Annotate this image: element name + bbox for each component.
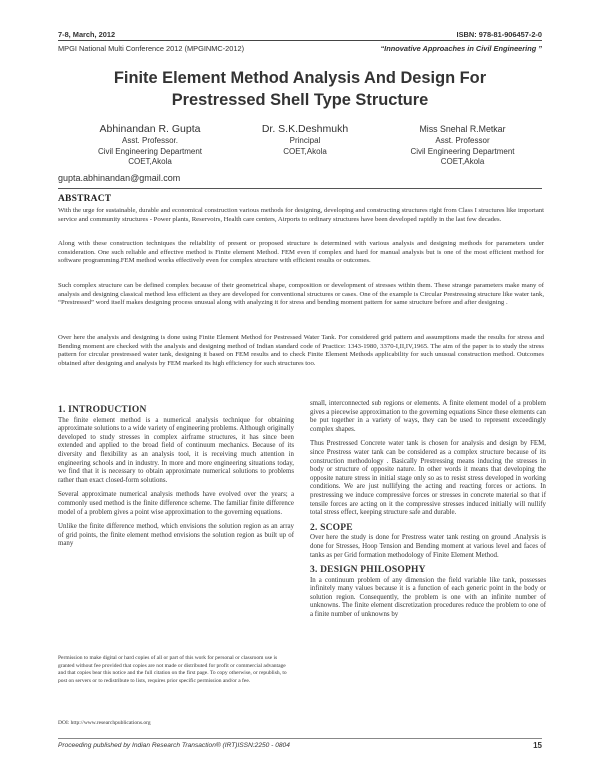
body-paragraph: Over here the study is done for Prestress water tank resting on ground .Analysis is done for Stresses, Hoop Tension and Bending moment at various level and faces of tanks as per Grid formation methodology of Finite Element Method. (310, 534, 546, 559)
section-heading-introduction: 1. INTRODUCTION (58, 405, 147, 415)
page-number: 15 (533, 741, 542, 750)
author-affiliation: COET,Akola (128, 157, 172, 166)
footer-text: Proceeding published by Indian Research Transaction® (IRT)ISSN:2250 - 0804 (58, 742, 290, 749)
author-email: gupta.abhinandan@gmail.com (58, 173, 181, 183)
left-column (58, 406, 294, 555)
header-conference: MPGI National Multi Conference 2012 (MPGINMC-2012) (58, 44, 245, 53)
author-name: Miss Snehal R.Metkar (419, 124, 506, 134)
body-paragraph: The finite element method is a numerical analysis technique for obtaining approximate solutions to a wide variety of engineering problems. Although originally developed to study stresses in complex airframe structures, it has since been extended and applied to the broad field of continuum mechanics. Because of its diversity and flexibility as an analysis tool, it is receiving much attention in engineering schools and in industry. In more and more engineering situations today, we find that it is necessary to obtain approximate numerical solutions to problems rather than exact closed-form solutions. (58, 416, 294, 484)
author-block-2 (240, 122, 370, 157)
running-header-sub (58, 44, 542, 53)
author-affiliation: Principal (289, 136, 321, 145)
author-block-3 (375, 122, 550, 168)
author-name: Dr. S.K.Deshmukh (261, 123, 349, 135)
permission-notice: Permission to make digital or hard copies of all or part of this work for personal or classroom use is granted without fee provided that copies are not made or distributed for profit or commercial advantage and that copies bear this notice and the full citation on the first page. To copy otherwise, or republish, to post on servers or to redistribute to lists, requires prior specific permission and/or a fee. (58, 655, 287, 684)
body-paragraph: Unlike the finite difference method, which envisions the solution region as an array of grid points, the finite element method envisions the solution region as built up of many (58, 523, 294, 548)
author-affiliation: Asst. Professor. (121, 136, 179, 145)
body-paragraph: small, interconnected sub regions or elements. A finite element model of a problem gives a piecewise approximation to the governing equations Since these elements can be put together in a variety of ways, they can be used to represent exceedingly complex shapes. (310, 400, 546, 433)
author-affiliation: Civil Engineering Department (97, 146, 203, 156)
body-paragraph: Several approximate numerical analysis methods have evolved over the years; a commonly used method is the finite difference scheme. The familiar finite difference model of a problem gives a point wise approximation to the governing equations. (58, 491, 294, 516)
section-heading-design-philosophy: 3. DESIGN PHILOSOPHY (310, 565, 426, 576)
footer-divider (58, 738, 542, 739)
right-column (310, 400, 546, 626)
doi-line: DOI: http://www.researchpublications.org (58, 720, 151, 726)
abstract-heading: ABSTRACT (58, 194, 112, 204)
author-block-1 (70, 122, 230, 168)
header-divider (58, 40, 542, 41)
abstract-paragraph: Such complex structure can be defined complex because of their geometrical shape, composition or development of stresses within them. These strange parameters make many of analysis and designing classical method less efficient as they are developed for conventional structures or cases. One of the example is Circular Prestressing structure like water tank, “Prestressed” word itself makes designing process unusual along with analyzing it for stress and bending moment pattern for same structure before and after designing . (58, 282, 544, 307)
header-isbn: ISBN: 978-81-906457-2-0 (456, 30, 542, 39)
header-theme: “Innovative Approaches in Civil Engineering ” (380, 44, 542, 53)
abstract-divider (58, 188, 542, 189)
body-paragraph: Thus Prestressed Concrete water tank is chosen for analysis and design by FEM, since Prestress water tank can be considered as a complex structure because of its construction methodology . Basically Prestressing means inducing the stresses in body or structure of opposite nature. In other words it means that developing the opposite nature stress in initial stage only so as to resist stress developed in working conditions. We are just nullifying the acting and reacting forces or actions. In prestressing we induce compressive forces or stresses in concrete material so that if tensile forces are acting on it the compressive stresses induced initially will nullify total stress effect, keeping structure safe and durable. (310, 440, 546, 517)
body-paragraph: In a continuum problem of any dimension the field variable like tank, possesses infinitely many values because it is a function of each generic point in the body or solution region. Consequently, the problem is one with an infinite number of unknowns. The finite element discretization procedures reduce the problem to one of a finite number of unknowns by (310, 576, 546, 619)
author-name: Abhinandan R. Gupta (99, 123, 201, 135)
abstract-paragraph: Over here the analysis and designing is done using Finite Element Method for Pestressed Water Tank. For considered grid pattern and assumptions made the results for stress and Bending moment are checked with the analysis and designing method of Indian standard code of Practice: 1343-1980, 3370-I,II,IV,1965. The aim of the paper is to study the stress pattern for circular prestressed water tank, designing it based on FEM results and to check Finite Element Methods applicability for such unusual construction method. Outcomes obtained after designing and analysis by FEM marked its high efficiency for such structures too. (58, 334, 544, 367)
abstract-paragraph: Along with these construction techniques the reliability of present or proposed structure is determined with various analysis and designing methods for parameters under consideration. One such reliable and effective method is Finite element Method. FEM even if complex and hard for manual analysis but is one of the most efficient method for software programming.FEM method works effectively even for complex structure with efficient results or outcomes. (58, 240, 544, 265)
paper-title (60, 67, 540, 111)
section-heading-scope: 2. SCOPE (310, 522, 353, 533)
abstract-paragraph: With the urge for sustainable, durable and economical construction various methods for designing, developing and constructing structures right from Class I structures like important service and community structures - Power plants, Reservoirs, Health care centers, Airports to ordinary structures have been developed rapidly in the last few decades. (58, 207, 544, 223)
title-line-1: Finite Element Method Analysis And Design For (113, 69, 487, 87)
author-affiliation: Asst. Professor (435, 136, 490, 145)
title-line-2: Prestressed Shell Type Structure (171, 91, 429, 109)
author-affiliation: COET,Akola (440, 157, 485, 166)
author-affiliation: COET,Akola (283, 146, 327, 156)
running-header-top (58, 30, 542, 39)
author-affiliation: Civil Engineering Department (410, 146, 515, 156)
header-date: 7-8, March, 2012 (58, 30, 116, 39)
